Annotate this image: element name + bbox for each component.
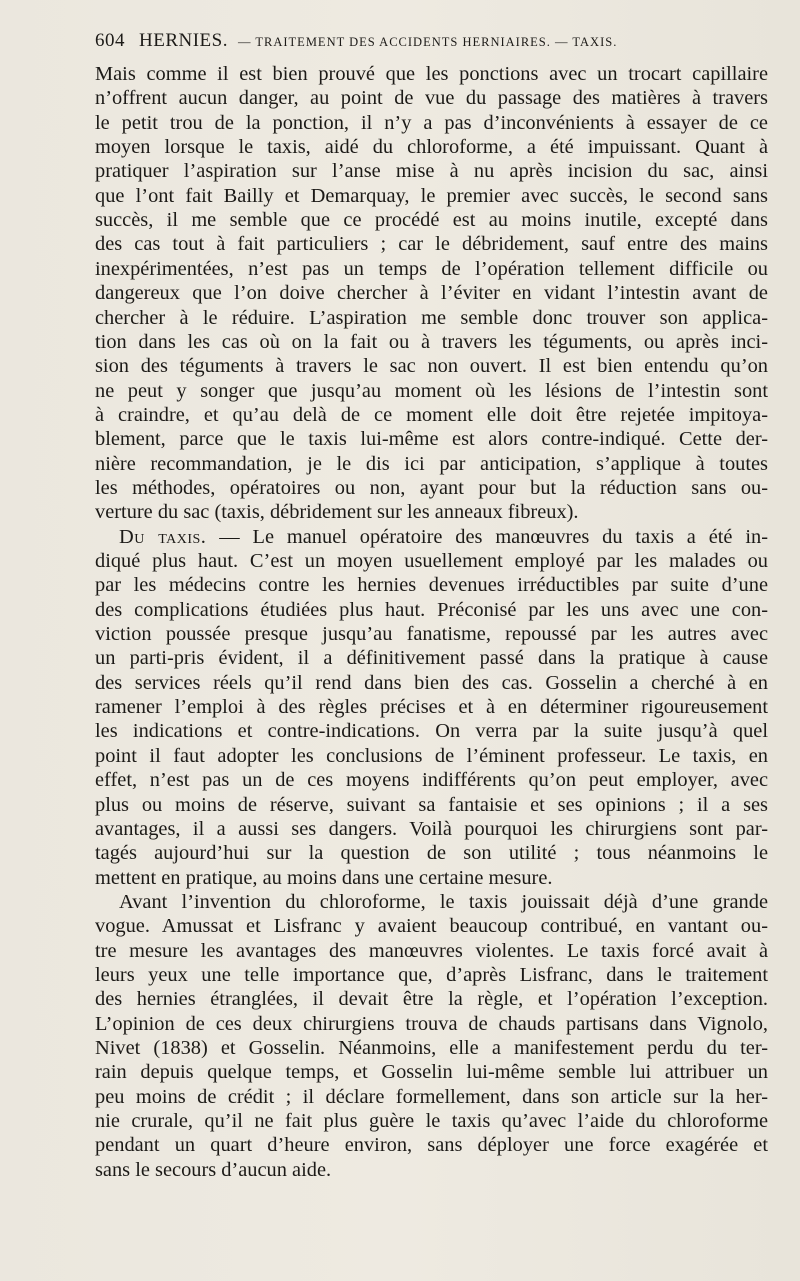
line-text: sans le secours d’aucun aide. (95, 1158, 332, 1181)
text-line (95, 1109, 768, 1133)
text-line (95, 476, 768, 500)
line-text: point il faut adopter les conclusions de l’éminent professeur. Le taxis, en (95, 744, 768, 767)
line-text: le petit trou de la ponction, il n’y a pas d’inconvénients à essayer de ce (95, 111, 768, 134)
text-line (95, 1085, 768, 1109)
text-line (95, 841, 768, 865)
line-text: leurs yeux une telle importance que, d’après Lisfranc, dans le traitement (95, 963, 768, 986)
line-text: plus ou moins de réserve, suivant sa fantaisie et ses opinions ; il a ses (95, 793, 768, 816)
text-line (95, 768, 768, 792)
line-text: pendant un quart d’heure environ, sans déployer une force exagérée et (95, 1134, 768, 1157)
running-head (95, 30, 775, 54)
text-line (95, 963, 768, 987)
text-line (95, 695, 768, 719)
line-text: inexpérimentées, n’est pas un temps de l’opération tellement difficile ou (95, 257, 768, 280)
text-line (95, 306, 768, 330)
text-line (95, 671, 768, 695)
text-line (95, 403, 768, 427)
text-line (95, 1012, 768, 1036)
line-text: par les médecins contre les hernies devenues irréductibles par suite d’une (95, 574, 768, 597)
line-text: avantages, il a aussi ses dangers. Voilà pourquoi les chirurgiens sont par- (95, 817, 768, 840)
text-line (95, 622, 768, 646)
text-line (95, 987, 768, 1011)
line-text: dangereux que l’on doive chercher à l’éviter en vidant l’intestin avant de (95, 282, 768, 305)
text-line (95, 86, 768, 110)
text-line (95, 646, 768, 670)
line-text: que l’ont fait Bailly et Demarquay, le premier avec succès, le second sans (95, 184, 768, 207)
text-line (95, 866, 768, 890)
line-text: n’offrent aucun danger, au point de vue du passage des matières à travers (95, 87, 768, 110)
line-text: blement, parce que le taxis lui-même est alors contre-indiqué. Cette der- (95, 428, 768, 451)
line-text: viction poussée presque jusqu’au fanatisme, repoussé par les autres avec (95, 623, 768, 646)
line-text: des hernies étranglées, il devait être la règle, et l’opération l’exception. (95, 988, 768, 1011)
section-heading: Du taxis. (119, 525, 207, 548)
text-line (95, 744, 768, 768)
line-text: nie crurale, qu’il ne fait plus guère le taxis qu’avec l’aide du chloroforme (95, 1110, 768, 1133)
line-text: L’opinion de ces deux chirurgiens trouva de chauds partisans dans Vignolo, (95, 1012, 768, 1035)
line-text: — Le manuel opératoire des manœuvres du taxis a été in- (206, 525, 768, 548)
line-text: succès, il me semble que ce procédé est au moins inutile, excepté dans (95, 209, 768, 232)
text-line (95, 208, 768, 232)
line-text: vogue. Amussat et Lisfranc y avaient beaucoup contribué, en vantant ou- (95, 915, 768, 938)
line-text: les méthodes, opératoires ou non, ayant pour but la réduction sans ou- (95, 476, 768, 499)
line-text: diqué plus haut. C’est un moyen usuellement employé par les malades ou (95, 550, 768, 572)
line-text: à craindre, et qu’au delà de ce moment elle doit être rejetée impitoya- (95, 403, 768, 426)
text-line (95, 1133, 768, 1157)
text-line (119, 890, 768, 914)
line-text: des complications étudiées plus haut. Préconisé par les uns avec une con- (95, 598, 768, 621)
text-line (95, 184, 768, 208)
line-text: chercher à le réduire. L’aspiration me semble donc trouver son applica- (95, 306, 768, 329)
text-line (95, 500, 768, 524)
line-text: Nivet (1838) et Gosselin. Néanmoins, elle a manifestement perdu du ter- (95, 1037, 768, 1059)
page-number: 604 (95, 30, 125, 51)
line-text: ramener l’emploi à des règles précises et à en déterminer rigoureusement (95, 696, 768, 719)
text-line (119, 525, 768, 549)
running-section: — TRAITEMENT DES ACCIDENTS HERNIAIRES. — TAXIS. (237, 35, 618, 49)
line-text: un parti-pris évident, il a définitivement passé dans la pratique à cause (95, 647, 768, 670)
line-text: pratiquer l’aspiration sur l’anse mise à nu après incision du sac, ainsi (95, 160, 768, 183)
text-line (95, 159, 768, 183)
line-text: mettent en pratique, au moins dans une certaine mesure. (95, 866, 553, 889)
running-title: HERNIES. (139, 30, 228, 51)
text-line (95, 281, 768, 305)
text-line (95, 379, 768, 403)
text-line (95, 257, 768, 281)
line-text: ne peut y songer que jusqu’au moment où les lésions de l’intestin sont (95, 379, 768, 402)
text-line (95, 1036, 768, 1060)
line-text: peu moins de crédit ; il déclare formellement, dans son article sur la her- (95, 1085, 768, 1108)
text-line (95, 330, 768, 354)
line-text: tre mesure les avantages des manœuvres violentes. Le taxis forcé avait à (95, 939, 768, 962)
text-line (95, 914, 768, 938)
text-line (95, 817, 768, 841)
line-text: les indications et contre-indications. On verra par la suite jusqu’à quel (95, 720, 768, 743)
line-text: des services réels qu’il rend dans bien des cas. Gosselin a cherché à en (95, 671, 768, 694)
line-text: tion dans les cas où on la fait ou à travers les téguments, ou après inci- (95, 330, 768, 353)
text-line (95, 232, 768, 256)
line-text: Avant l’invention du chloroforme, le taxis jouissait déjà d’une grande (119, 890, 768, 913)
text-line (95, 62, 768, 86)
text-line (95, 573, 768, 597)
line-text: effet, n’est pas un de ces moyens indifférents qu’on peut employer, avec (95, 769, 768, 792)
line-text: sion des téguments à travers le sac non ouvert. Il est bien entendu qu’on (95, 355, 768, 378)
text-line (95, 549, 768, 573)
line-text: des cas tout à fait particuliers ; car le débridement, sauf entre des mains (95, 233, 768, 256)
text-line (95, 719, 768, 743)
line-text: rain depuis quelque temps, et Gosselin lui-même semble lui attribuer un (95, 1061, 768, 1084)
text-line (95, 1060, 768, 1084)
text-line (95, 354, 768, 378)
line-text: verture du sac (taxis, débridement sur les anneaux fibreux). (95, 501, 579, 524)
line-text: nière recommandation, je le dis ici par anticipation, s’applique à toutes (95, 452, 768, 475)
line-text: moyen lorsque le taxis, aidé du chloroforme, a été impuissant. Quant à (95, 136, 768, 159)
text-line (95, 427, 768, 451)
text-line (95, 598, 768, 622)
line-text: Mais comme il est bien prouvé que les ponctions avec un trocart capillaire (95, 63, 768, 85)
text-line (95, 939, 768, 963)
line-text: tagés aujourd’hui sur la question de son utilité ; tous néanmoins le (95, 842, 768, 865)
text-line (95, 452, 768, 476)
text-line (95, 135, 768, 159)
text-line (95, 1158, 768, 1182)
text-line (95, 111, 768, 135)
text-line (95, 793, 768, 817)
